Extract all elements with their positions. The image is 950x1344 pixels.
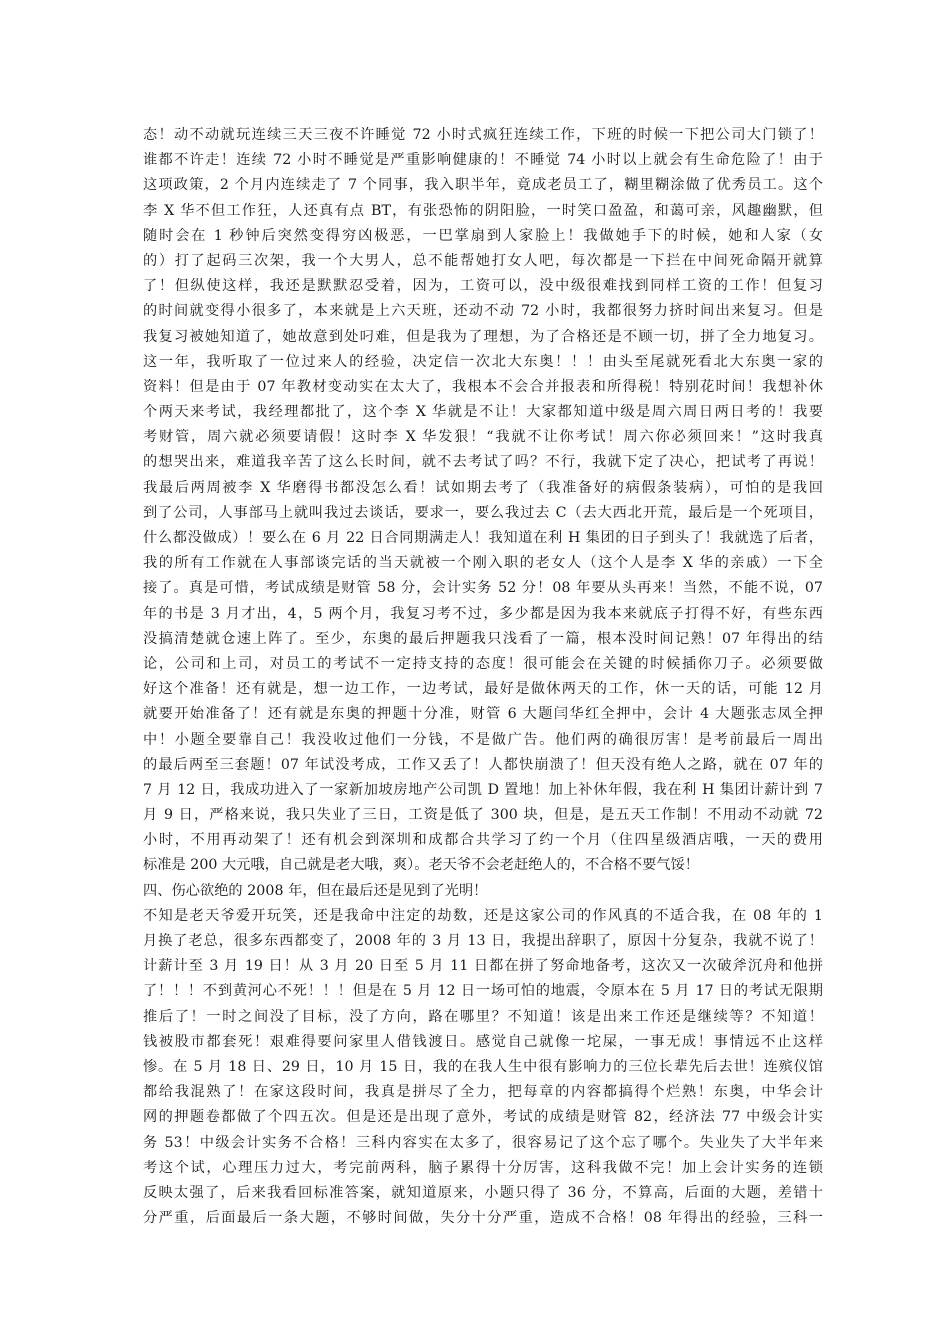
text-line: 推后了！一时之间没了目标，没了方向，路在哪里？不知道！该是出来工作还是继续等？不知道！ (143, 1008, 823, 1025)
text-line: 务 53！中级会计实务不合格！三科内容实在太多了，很容易记了这个忘了哪个。失业失了大半年来 (143, 1134, 823, 1151)
text-line: 惨。在 5 月 18 日、29 日，10 月 15 日，我的在我人生中很有影响力的三位长辈先后去世！连殡仪馆 (143, 1058, 823, 1075)
text-line: 7 月 12 日，我成功进入了一家新加坡房地产公司凯 D 置地！加上补休年假，我在利 H 集团计薪计到 7 (143, 781, 823, 798)
section-heading: 四、伤心欲绝的 2008 年，但在最后还是见到了光明！ (143, 882, 488, 899)
text-line: 的时间就变得小很多了，本来就是上六天班，还动不动 72 小时，我都很努力挤时间出来复习。但是 (143, 303, 823, 320)
text-line: 中！小题全要靠自己！我没收过他们一分钱，不是做广告。他们两的确很厉害！是考前最后一周出 (143, 731, 823, 748)
text-line: 接了。真是可惜，考试成绩是财管 58 分，会计实务 52 分！08 年要从头再来！当然，不能不说，07 (143, 580, 823, 597)
text-line: 态！动不动就玩连续三天三夜不许睡觉 72 小时式疯狂连续工作，下班的时候一下把公司大门锁了！ (143, 127, 823, 143)
text-line: 了！但纵使这样，我还是默默忍受着，因为，工资可以，没中级很难找到同样工资的工作！但复习 (143, 278, 823, 295)
text-line: 个两天来考试，我经理都批了，这个李 X 华就是不让！大家都知道中级是周六周日两日考的！我要 (143, 404, 823, 421)
text-line: 谁都不许走！连续 72 小时不睡觉是严重影响健康的！不睡觉 74 小时以上就会有生命危险了！由于 (143, 152, 823, 169)
text-line: 到了公司，人事部马上就叫我过去谈话，要求一，要么我过去 C（去大西北开荒，最后是一个死项目， (143, 504, 823, 521)
text-line: 我复习被她知道了，她故意到处叼难，但是我为了理想，为了合格还是不顾一切，拼了全力地复习。 (143, 328, 823, 345)
text-line: 这一年，我听取了一位过来人的经验，决定信一次北大东奥！！！由头至尾就死看北大东奥一家的 (143, 353, 823, 370)
text-line: 的最后两至三套题！07 年试没考成，工作又丢了！人都快崩溃了！但天没有绝人之路，就在 07 年的 (143, 756, 823, 773)
text-line: 没搞清楚就仓速上阵了。至少，东奥的最后押题我只浅看了一篇，根本没时间记熟！07 年得出的结 (143, 630, 823, 647)
text-line: 资料！但是由于 07 年教材变动实在太大了，我根本不会合并报表和所得税！特别花时间！我想补休 (143, 378, 823, 395)
text-line: 考这个试，心理压力过大，考完前两科，脑子累得十分厉害，这科我做不完！加上会计实务的连锁 (143, 1159, 823, 1176)
text-line: 我的所有工作就在人事部谈完话的当天就被一个刚入职的老女人（这个人是李 X 华的亲戚）一下全 (143, 555, 823, 572)
text-line: 什么都没做成）！要么在 6 月 22 日合同期满走人！我知道在利 H 集团的日子到头了！我就选了后者， (143, 530, 823, 546)
text-line: 标准是 200 大元哦，自己就是老大哦，爽）。老天爷不会老赶绝人的，不合格不要气馁！ (143, 857, 700, 874)
text-line: 月 9 日，严格来说，我只失业了三日，工资是低了 300 块，但是，是五天工作制！不用动不动就 72 (143, 807, 823, 824)
text-line: 这项政策，2 个月内连续走了 7 个同事，我入职半年，竟成老员工了，糊里糊涂做了优秀员工。这个 (143, 177, 823, 194)
text-line: 分严重，后面最后一条大题，不够时间做，失分十分严重，造成不合格！08 年得出的经验，三科一 (143, 1210, 823, 1227)
text-line: 就要开始准备了！还有就是东奥的押题十分准，财管 6 大题闫华红全押中，会计 4 大题张志凤全押 (143, 706, 823, 723)
text-line: 李 X 华不但工作狂，人还真有点 BT，有张恐怖的阴阳脸，一时笑口盈盈，和蔼可亲，风趣幽默，但 (143, 202, 823, 219)
text-line: 计薪计至 3 月 19 日！从 3 月 20 日至 5 月 11 日都在拼了努命地备考，这次又一次破斧沉舟和他拼 (143, 958, 823, 975)
text-line: 随时会在 1 秒钟后突然变得穷凶极恶，一巴掌扇到人家脸上！我做她手下的时候，她和人家（女 (143, 227, 823, 244)
text-line: 了！！！不到黄河心不死！！！但是在 5 月 12 日一场可怕的地震，令原本在 5 月 17 日的考试无限期 (143, 983, 823, 1000)
text-line: 年的书是 3 月才出，4，5 两个月，我复习考不过，多少都是因为我本来就底子打得不好，有些东西 (143, 605, 823, 622)
text-line: 好这个准备！还有就是，想一边工作，一边考试，最好是做休两天的工作，休一天的话，可能 12 月 (143, 681, 823, 698)
text-line: 不知是老天爷爱开玩笑，还是我命中注定的劫数，还是这家公司的作风真的不适合我，在 08 年的 1 (143, 907, 823, 924)
text-line: 都给我混熟了！在家这段时间，我真是拼尽了全力，把每章的内容都搞得个烂熟！东奥，中华会计 (143, 1084, 823, 1101)
document-body (143, 123, 823, 1231)
text-line: 论，公司和上司，对员工的考试不一定持支持的态度！很可能会在关键的时候插你刀子。必须要做 (143, 655, 823, 672)
text-line: 小时，不用再动架了！还有机会到深圳和成都合共学习了约一个月（住四星级酒店哦，一天的费用 (143, 832, 823, 849)
text-line: 的）打了起码三次架，我一个大男人，总不能帮她打女人吧，每次都是一下拦在中间死命隔开就算 (143, 252, 823, 269)
text-line: 网的押题卷都做了个四五次。但是还是出现了意外，考试的成绩是财管 82，经济法 77 中级会计实 (143, 1109, 823, 1126)
text-line: 的想哭出来，难道我辛苦了这么长时间，就不去考试了吗？不行，我就下定了决心，把试考了再说！ (143, 454, 823, 471)
text-line: 钱被股市都套死！艰难得要问家里人借钱渡日。感觉自己就像一坨屎，一事无成！事情远不止这样 (143, 1033, 823, 1050)
text-line: 月换了老总，很多东西都变了，2008 年的 3 月 13 日，我提出辞职了，原因十分复杂，我就不说了！ (143, 933, 823, 949)
text-line: 考财管，周六就必须要请假！这时李 X 华发狠！“我就不让你考试！周六你必须回来！”这时我真 (143, 429, 823, 446)
text-line: 我最后两周被李 X 华磨得书都没怎么看！试如期去考了（我准备好的病假条装病），可怕的是我回 (143, 479, 823, 496)
text-line: 反映太强了，后来我看回标准答案，就知道原来，小题只得了 36 分，不算高，后面的大题，差错十 (143, 1184, 823, 1201)
